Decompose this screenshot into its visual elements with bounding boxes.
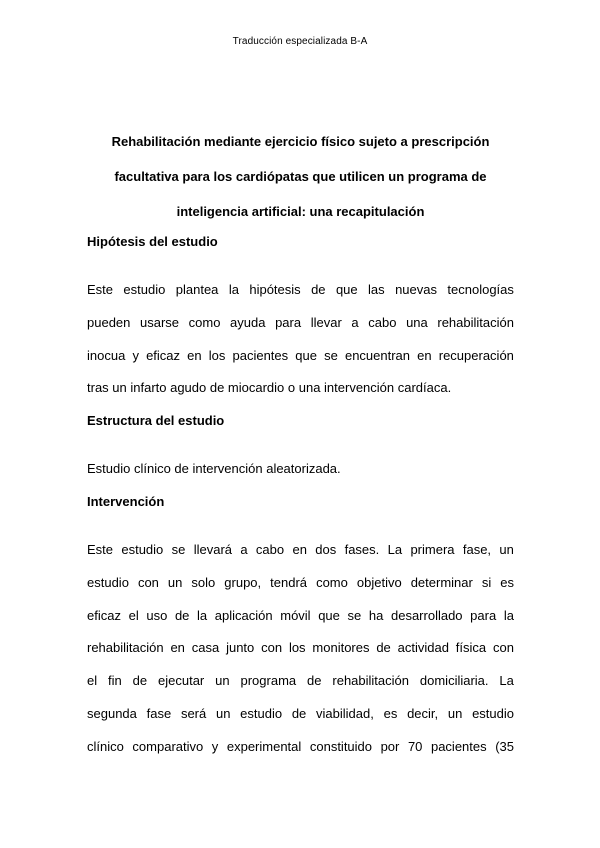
word: fase, (462, 541, 492, 557)
word: rehabilitación (332, 673, 409, 689)
word: tecnologías (447, 282, 514, 297)
word: uso (146, 607, 168, 623)
word: que (295, 347, 317, 363)
section-body-structure (87, 453, 514, 486)
word: como (188, 314, 221, 330)
word: experimental (226, 738, 302, 754)
paragraph-line (87, 274, 514, 307)
paragraph-line (87, 340, 514, 373)
word: decir, (407, 705, 439, 721)
word: 70 (407, 738, 423, 754)
word: casa (191, 640, 220, 656)
word: estudio (121, 541, 164, 557)
word: en (170, 640, 185, 656)
word: un (447, 705, 463, 721)
word: pueden (87, 314, 131, 330)
word: con (492, 640, 514, 656)
word: será (180, 705, 207, 721)
word: aplicación (214, 607, 273, 623)
section-heading-structure: Estructura del estudio (87, 413, 225, 429)
word: actividad (397, 640, 449, 656)
word: llevará (193, 541, 232, 557)
word: para (275, 314, 302, 330)
word: es (383, 705, 398, 721)
word: usarse (140, 314, 180, 330)
word: es (500, 574, 514, 590)
word: se (347, 607, 362, 623)
word: segunda (87, 705, 137, 721)
word: la (228, 282, 239, 297)
word: eficaz (87, 607, 121, 623)
section-heading-hypothesis: Hipótesis del estudio (87, 234, 218, 249)
word: ha (368, 607, 384, 623)
word: Este (87, 282, 114, 297)
word: rehabilitación (437, 314, 514, 330)
word: fases. (344, 541, 380, 557)
word: domiciliaria. (419, 673, 489, 689)
word: (35 (495, 738, 514, 754)
word: encuentran (344, 347, 411, 363)
word: a (240, 541, 248, 557)
word: ayuda (230, 314, 266, 330)
word: de (132, 673, 148, 689)
word: con (137, 574, 159, 590)
word: por (380, 738, 400, 754)
document-title (87, 124, 514, 229)
word: La (499, 673, 514, 689)
word: llevar (310, 314, 342, 330)
word: pacientes (232, 347, 289, 363)
word: en (417, 347, 432, 363)
word: rehabilitación (87, 640, 164, 656)
word: La (387, 541, 403, 557)
word: un (215, 705, 231, 721)
word: junto (226, 640, 255, 656)
word: de (376, 640, 391, 656)
word: ejecutar (158, 673, 205, 689)
document-body (87, 124, 514, 764)
word: primera (410, 541, 455, 557)
word: que (335, 282, 358, 297)
paragraph-line (87, 632, 514, 665)
word: viabilidad, (316, 705, 374, 721)
word: se (324, 347, 338, 363)
word: determinar (410, 574, 473, 590)
word: si (481, 574, 492, 590)
word: solo (191, 574, 216, 590)
word: móvil (280, 607, 311, 623)
word: de (174, 607, 190, 623)
word: en (292, 541, 307, 557)
word: tendrá (270, 574, 308, 590)
word: física (455, 640, 487, 656)
word: objetivo (356, 574, 402, 590)
word: un (499, 541, 514, 557)
word: en (187, 347, 202, 363)
word: eficaz (146, 347, 181, 363)
word: una (406, 314, 428, 330)
word: monitores (312, 640, 370, 656)
title-line: Rehabilitación mediante ejercicio físico sujeto a prescripción (111, 134, 490, 149)
paragraph-line: tras un infarto agudo de miocardio o una intervención cardíaca. (87, 380, 452, 396)
word: constituido (309, 738, 373, 754)
word: comparativo (132, 738, 204, 754)
page-header: Traducción especializada B-A (232, 36, 368, 47)
word: a (351, 314, 359, 330)
word: un (215, 673, 230, 689)
word: clínico (87, 738, 124, 754)
paragraph-line (87, 731, 514, 764)
word: el (128, 607, 139, 623)
word: las (368, 282, 385, 297)
title-line: inteligencia artificial: una recapitulación (176, 204, 425, 219)
word: la (503, 607, 514, 623)
word: fin (108, 673, 122, 689)
word: con (261, 640, 283, 656)
word: de (291, 705, 307, 721)
word: para (470, 607, 497, 623)
word: grupo, (224, 574, 262, 590)
word: estudio (123, 282, 166, 297)
word: la (197, 607, 208, 623)
word: nuevas (395, 282, 437, 297)
word: estudio (87, 574, 129, 590)
word: se (171, 541, 186, 557)
word: como (316, 574, 348, 590)
paragraph-line (87, 600, 514, 633)
word: desarrollado (390, 607, 463, 623)
word: fase (146, 705, 172, 721)
word: Este (87, 541, 114, 557)
word: un (167, 574, 183, 590)
word: y (132, 347, 139, 363)
paragraph-line: Estudio clínico de intervención aleatorizada. (87, 461, 341, 477)
paragraph-line (87, 698, 514, 731)
title-line: facultativa para los cardiópatas que utilicen un programa de (114, 169, 487, 184)
word: los (288, 640, 306, 656)
word: el (87, 673, 98, 689)
word: y (211, 738, 219, 754)
paragraph-line (87, 534, 514, 567)
word: cabo (368, 314, 397, 330)
word: cabo (255, 541, 285, 557)
word: que (318, 607, 340, 623)
word: inocua (87, 347, 126, 363)
word: estudio (472, 705, 514, 721)
section-body-intervention (87, 534, 514, 764)
paragraph-line (87, 307, 514, 340)
paragraph-line (87, 567, 514, 600)
word: los (208, 347, 226, 363)
word: de (311, 282, 326, 297)
word: hipótesis (249, 282, 301, 297)
word: programa (240, 673, 297, 689)
word: de (307, 673, 322, 689)
word: dos (315, 541, 337, 557)
paragraph-line (87, 665, 514, 698)
word: pacientes (430, 738, 487, 754)
word: plantea (175, 282, 219, 297)
section-body-hypothesis (87, 274, 514, 405)
section-heading-intervention: Intervención (87, 493, 165, 509)
word: recuperación (438, 347, 514, 363)
word: estudio (240, 705, 283, 721)
